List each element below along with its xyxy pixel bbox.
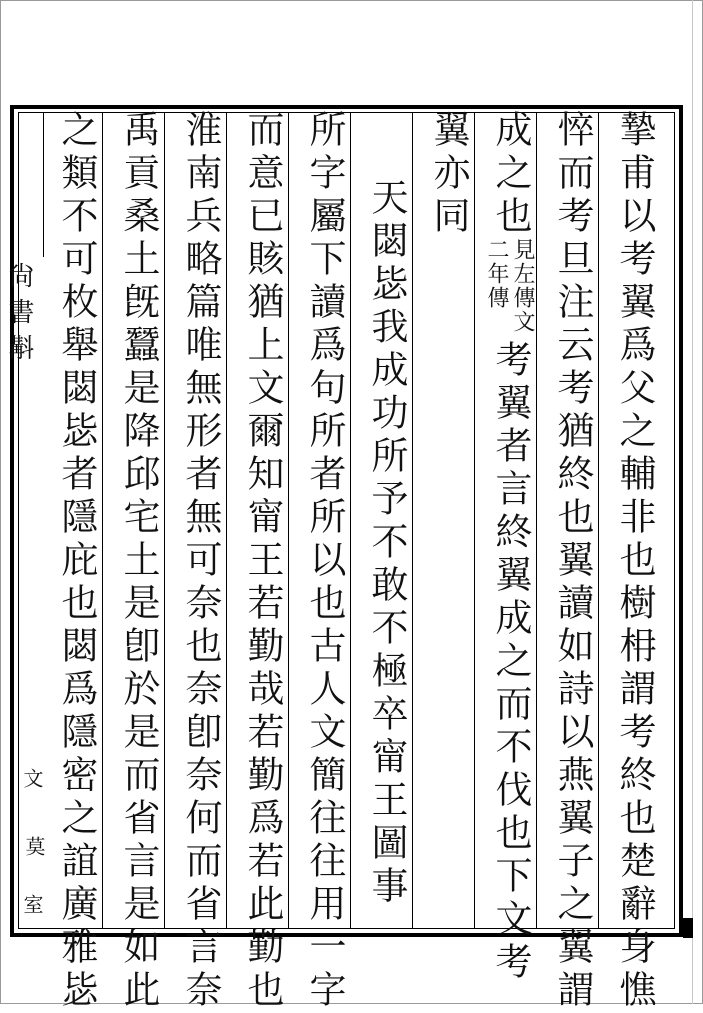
text-column: 之類不可枚舉閟毖者隱庇也閟爲隱密之誼廣雅毖: [55, 110, 98, 1013]
press-mark: 室: [20, 894, 44, 914]
margin-title: 尙書斠: [4, 262, 34, 370]
viewer-scroll-edge: [692, 0, 693, 1004]
text-column: 而意已賅猶上文爾知甯王若勤哉若勤爲若此勤也: [241, 110, 284, 1013]
text-column: 所字屬下讀爲句所者所以也古人文簡往往用一字: [303, 110, 346, 1013]
text-column: 考翼者言終翼成之而不伐也下文考: [489, 340, 532, 985]
margin-rule: [43, 112, 44, 257]
corner-mark: [683, 918, 693, 938]
annotation-note: 見左傳文: [510, 238, 535, 334]
press-mark: 莫: [22, 836, 46, 856]
text-column: 成之也: [489, 110, 532, 239]
text-column: 悴而考旦注云考猶終也翼讀如詩以燕翼子之翼謂: [551, 110, 594, 1013]
text-column: 摯甫以考翼爲父之輔非也樹枏謂考終也楚辭身憔: [613, 110, 656, 1013]
text-column: 淮南兵略篇唯無形者無可奈也奈卽奈何而省言奈: [179, 110, 222, 1013]
press-mark: 文: [20, 768, 44, 788]
annotation-note: 二年傳: [484, 238, 509, 310]
text-column: 天閟毖我成功所予不敢不極卒甯王圖事: [365, 178, 408, 909]
text-column: 翼亦同: [427, 110, 470, 239]
text-column: 禹貢桑土旣蠶是降邱宅土是卽於是而省言是如此: [117, 110, 160, 1013]
